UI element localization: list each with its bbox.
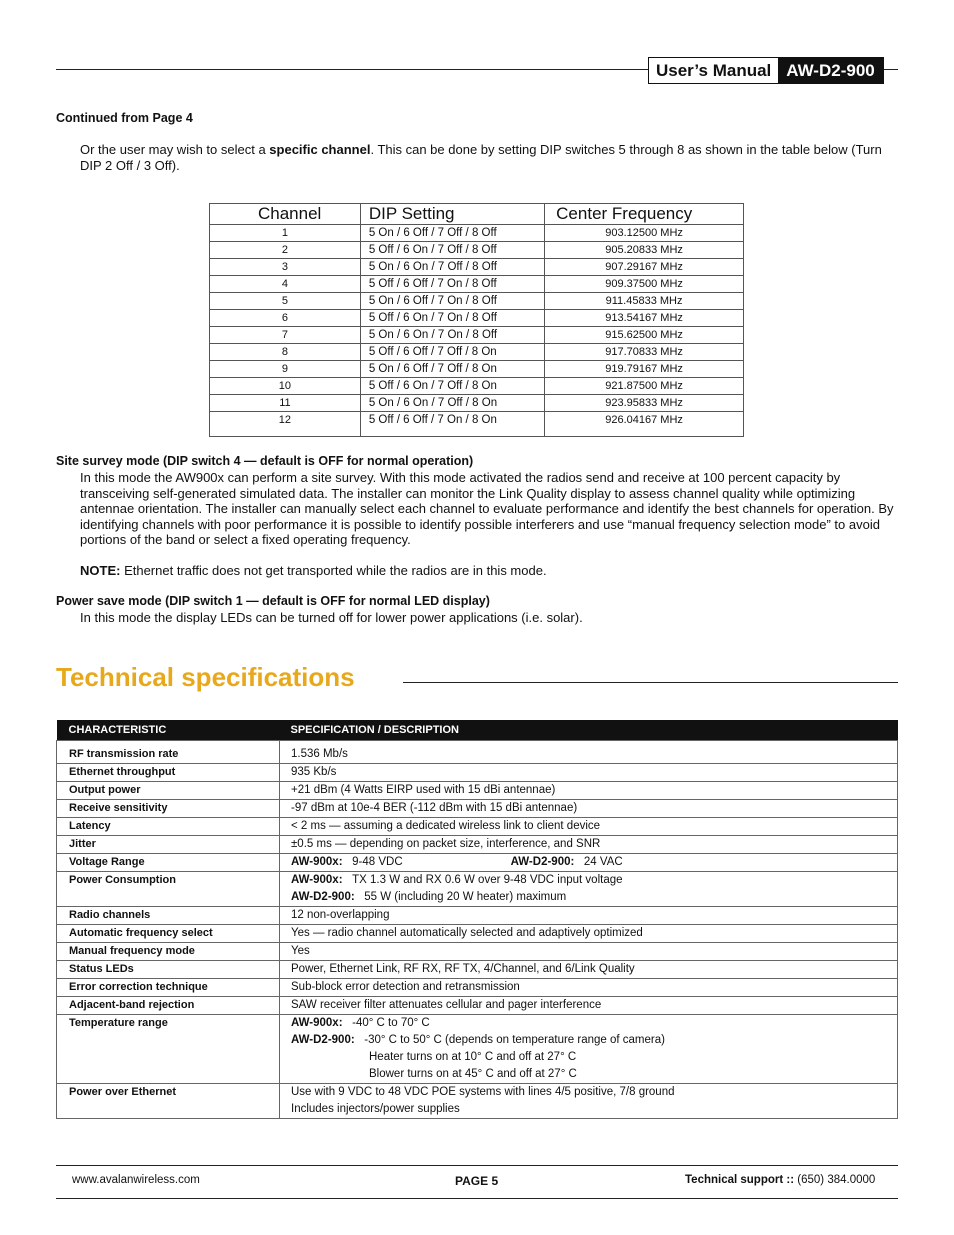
spec-key: Error correction technique <box>57 979 280 997</box>
spec-table-header <box>57 720 898 741</box>
spec-key: Ethernet throughput <box>57 764 280 782</box>
channel-number: 3 <box>210 259 361 276</box>
poe-line-2: Includes injectors/power supplies <box>291 1103 460 1115</box>
site-survey-note <box>80 563 547 579</box>
spec-key: Temperature range <box>57 1015 280 1084</box>
dip-setting: 5 Off / 6 On / 7 Off / 8 Off <box>360 242 544 259</box>
center-frequency: 913.54167 MHz <box>545 310 744 327</box>
center-frequency: 926.04167 MHz <box>545 412 744 437</box>
power-awd2900-line <box>291 889 897 906</box>
dip-setting: 5 Off / 6 Off / 7 On / 8 On <box>360 412 544 437</box>
site-survey-text: In this mode the AW900x can perform a site survey. With this mode activated the radios send and receive at 100 percent capacity by transceiving self-generated simulated data. The installer can monitor the Link Quality display to assess channel quality while optimizing antennae orientation. The installer can manually select each channel to evaluate performance and identify the best channels for operation. By identifying channels with poor performance it is possible to identify possible interferers and use “manual frequency selection mode” to avoid portions of the band or select a fixed operating frequency. <box>80 470 894 547</box>
voltage-aw900x: 9-48 VDC <box>352 856 403 868</box>
dip-setting: 5 On / 6 On / 7 Off / 8 On <box>360 395 544 412</box>
spec-key: Power Consumption <box>57 872 280 907</box>
power-aw900x-line <box>291 872 897 889</box>
center-frequency: 919.79167 MHz <box>545 361 744 378</box>
spec-value: 935 Kb/s <box>280 764 898 782</box>
channel-number: 9 <box>210 361 361 378</box>
channel-number: 6 <box>210 310 361 327</box>
continued-note: Continued from Page 4 <box>56 111 193 125</box>
temp-aw900x-line <box>291 1015 897 1032</box>
section-title: Technical specifications <box>56 662 355 692</box>
document-header <box>648 57 884 84</box>
intro-text-bold: specific channel <box>269 142 371 157</box>
spec-value <box>280 872 898 907</box>
spec-key: Manual frequency mode <box>57 943 280 961</box>
dip-setting: 5 On / 6 Off / 7 Off / 8 Off <box>360 225 544 242</box>
channel-row <box>210 395 744 412</box>
blower-line: Blower turns on at 45° C and off at 27° C <box>369 1068 577 1080</box>
footer-support <box>685 1174 875 1186</box>
footer-top-rule <box>56 1165 898 1166</box>
channel-number: 8 <box>210 344 361 361</box>
temp-aw900x: -40° C to 70° C <box>352 1017 430 1029</box>
model-label: AW-900x: <box>291 1017 343 1029</box>
spec-row <box>57 925 898 943</box>
spec-value: Sub-block error detection and retransmission <box>280 979 898 997</box>
channel-table-header <box>210 204 744 225</box>
spec-value: 1.536 Mb/s <box>280 741 898 764</box>
center-frequency: 907.29167 MHz <box>545 259 744 276</box>
footer-url[interactable]: www.avalanwireless.com <box>72 1174 200 1186</box>
temp-awd2900: -30° C to 50° C (depends on temperature range of camera) <box>364 1034 665 1046</box>
support-phone: (650) 384.0000 <box>797 1174 876 1186</box>
channel-row <box>210 242 744 259</box>
spec-value: ±0.5 ms — depending on packet size, interference, and SNR <box>280 836 898 854</box>
center-frequency: 903.12500 MHz <box>545 225 744 242</box>
model-label: AW-D2-900: <box>510 856 575 868</box>
spec-key: RF transmission rate <box>57 741 280 764</box>
center-frequency: 905.20833 MHz <box>545 242 744 259</box>
model-label: AW-D2-900: <box>291 891 355 903</box>
spec-key: Radio channels <box>57 907 280 925</box>
power-save-title: Power save mode (DIP switch 1 — default is OFF for normal LED display) <box>56 594 490 608</box>
dip-setting: 5 On / 6 On / 7 Off / 8 Off <box>360 259 544 276</box>
col-characteristic: CHARACTERISTIC <box>57 720 280 741</box>
note-text: Ethernet traffic does not get transported while the radios are in this mode. <box>120 563 547 578</box>
spec-row <box>57 764 898 782</box>
col-specification: SPECIFICATION / DESCRIPTION <box>280 720 898 741</box>
spec-row <box>57 872 898 907</box>
power-awd2900: 55 W (including 20 W heater) maximum <box>364 891 567 903</box>
channel-number: 10 <box>210 378 361 395</box>
center-frequency: 911.45833 MHz <box>545 293 744 310</box>
spec-key: Adjacent-band rejection <box>57 997 280 1015</box>
channel-row <box>210 344 744 361</box>
dip-setting: 5 Off / 6 On / 7 On / 8 Off <box>360 310 544 327</box>
spec-row <box>57 1084 898 1119</box>
power-aw900x: TX 1.3 W and RX 0.6 W over 9-48 VDC input voltage <box>352 874 623 886</box>
channel-row <box>210 293 744 310</box>
channel-number: 7 <box>210 327 361 344</box>
intro-text-pre: Or the user may wish to select a <box>80 142 270 157</box>
temp-awd2900-line <box>291 1032 897 1049</box>
spec-value: Yes <box>280 943 898 961</box>
channel-row <box>210 225 744 242</box>
channel-row <box>210 310 744 327</box>
heater-line: Heater turns on at 10° C and off at 27° C <box>369 1051 577 1063</box>
center-frequency: 921.87500 MHz <box>545 378 744 395</box>
spec-row <box>57 1015 898 1084</box>
spec-key: Status LEDs <box>57 961 280 979</box>
spec-row <box>57 961 898 979</box>
spec-key: Output power <box>57 782 280 800</box>
channel-row <box>210 361 744 378</box>
dip-setting: 5 On / 6 Off / 7 On / 8 Off <box>360 293 544 310</box>
channel-number: 5 <box>210 293 361 310</box>
spec-row <box>57 818 898 836</box>
support-separator: :: <box>786 1174 795 1186</box>
spec-row <box>57 836 898 854</box>
channel-number: 11 <box>210 395 361 412</box>
spec-value: Yes — radio channel automatically selected and adaptively optimized <box>280 925 898 943</box>
spec-value: 12 non-overlapping <box>280 907 898 925</box>
col-center-frequency: Center Frequency <box>545 204 744 225</box>
power-save-text: In this mode the display LEDs can be turned off for lower power applications (i.e. solar). <box>80 610 583 625</box>
channel-table-body <box>210 225 744 437</box>
channel-row <box>210 259 744 276</box>
page-number: PAGE 5 <box>455 1174 499 1188</box>
spec-value: < 2 ms — assuming a dedicated wireless link to client device <box>280 818 898 836</box>
intro-text-post: . This can be done by setting DIP switches 5 through 8 as shown in the table below (Turn DIP 2 Off / 3 Off). <box>80 142 882 173</box>
spec-row <box>57 943 898 961</box>
spec-key: Automatic frequency select <box>57 925 280 943</box>
model-label: AW-D2-900: <box>291 1034 355 1046</box>
spec-row <box>57 782 898 800</box>
col-channel: Channel <box>210 204 361 225</box>
spec-value <box>280 1084 898 1119</box>
spec-key: Latency <box>57 818 280 836</box>
dip-setting: 5 Off / 6 Off / 7 Off / 8 On <box>360 344 544 361</box>
spec-key: Voltage Range <box>57 854 280 872</box>
channel-row <box>210 412 744 437</box>
spec-value: -97 dBm at 10e-4 BER (-112 dBm with 15 dBi antennae) <box>280 800 898 818</box>
support-label: Technical support <box>685 1174 784 1186</box>
col-dip-setting: DIP Setting <box>360 204 544 225</box>
spec-key: Jitter <box>57 836 280 854</box>
model-badge: AW-D2-900 <box>778 58 882 83</box>
spec-value <box>280 1015 898 1084</box>
spec-row <box>57 997 898 1015</box>
dip-setting: 5 Off / 6 On / 7 Off / 8 On <box>360 378 544 395</box>
voltage-awd2900: 24 VAC <box>583 856 623 868</box>
model-label: AW-900x: <box>291 874 343 886</box>
intro-paragraph <box>80 142 898 173</box>
dip-setting: 5 Off / 6 Off / 7 On / 8 Off <box>360 276 544 293</box>
spec-value: Power, Ethernet Link, RF RX, RF TX, 4/Channel, and 6/Link Quality <box>280 961 898 979</box>
footer-bottom-rule <box>56 1198 898 1199</box>
spec-key: Power over Ethernet <box>57 1084 280 1119</box>
center-frequency: 923.95833 MHz <box>545 395 744 412</box>
spec-row <box>57 907 898 925</box>
model-label: AW-900x: <box>291 856 343 868</box>
spec-value: SAW receiver filter attenuates cellular and pager interference <box>280 997 898 1015</box>
center-frequency: 917.70833 MHz <box>545 344 744 361</box>
channel-table <box>209 203 744 437</box>
dip-setting: 5 On / 6 Off / 7 Off / 8 On <box>360 361 544 378</box>
spec-row <box>57 979 898 997</box>
dip-setting: 5 On / 6 On / 7 On / 8 Off <box>360 327 544 344</box>
spec-table <box>56 720 898 1119</box>
channel-number: 1 <box>210 225 361 242</box>
channel-number: 12 <box>210 412 361 437</box>
channel-number: 2 <box>210 242 361 259</box>
channel-row <box>210 378 744 395</box>
center-frequency: 915.62500 MHz <box>545 327 744 344</box>
spec-key: Receive sensitivity <box>57 800 280 818</box>
spec-row <box>57 741 898 764</box>
spec-value: +21 dBm (4 Watts EIRP used with 15 dBi antennae) <box>280 782 898 800</box>
spec-value <box>280 854 898 872</box>
poe-line-1: Use with 9 VDC to 48 VDC POE systems with lines 4/5 positive, 7/8 ground <box>291 1086 675 1098</box>
channel-number: 4 <box>210 276 361 293</box>
channel-row <box>210 276 744 293</box>
spec-row <box>57 854 898 872</box>
manual-label: User’s Manual <box>649 58 778 83</box>
channel-row <box>210 327 744 344</box>
note-label: NOTE: <box>80 563 121 578</box>
section-title-rule <box>403 682 898 683</box>
site-survey-title: Site survey mode (DIP switch 4 — default is OFF for normal operation) <box>56 454 474 468</box>
center-frequency: 909.37500 MHz <box>545 276 744 293</box>
spec-row <box>57 800 898 818</box>
